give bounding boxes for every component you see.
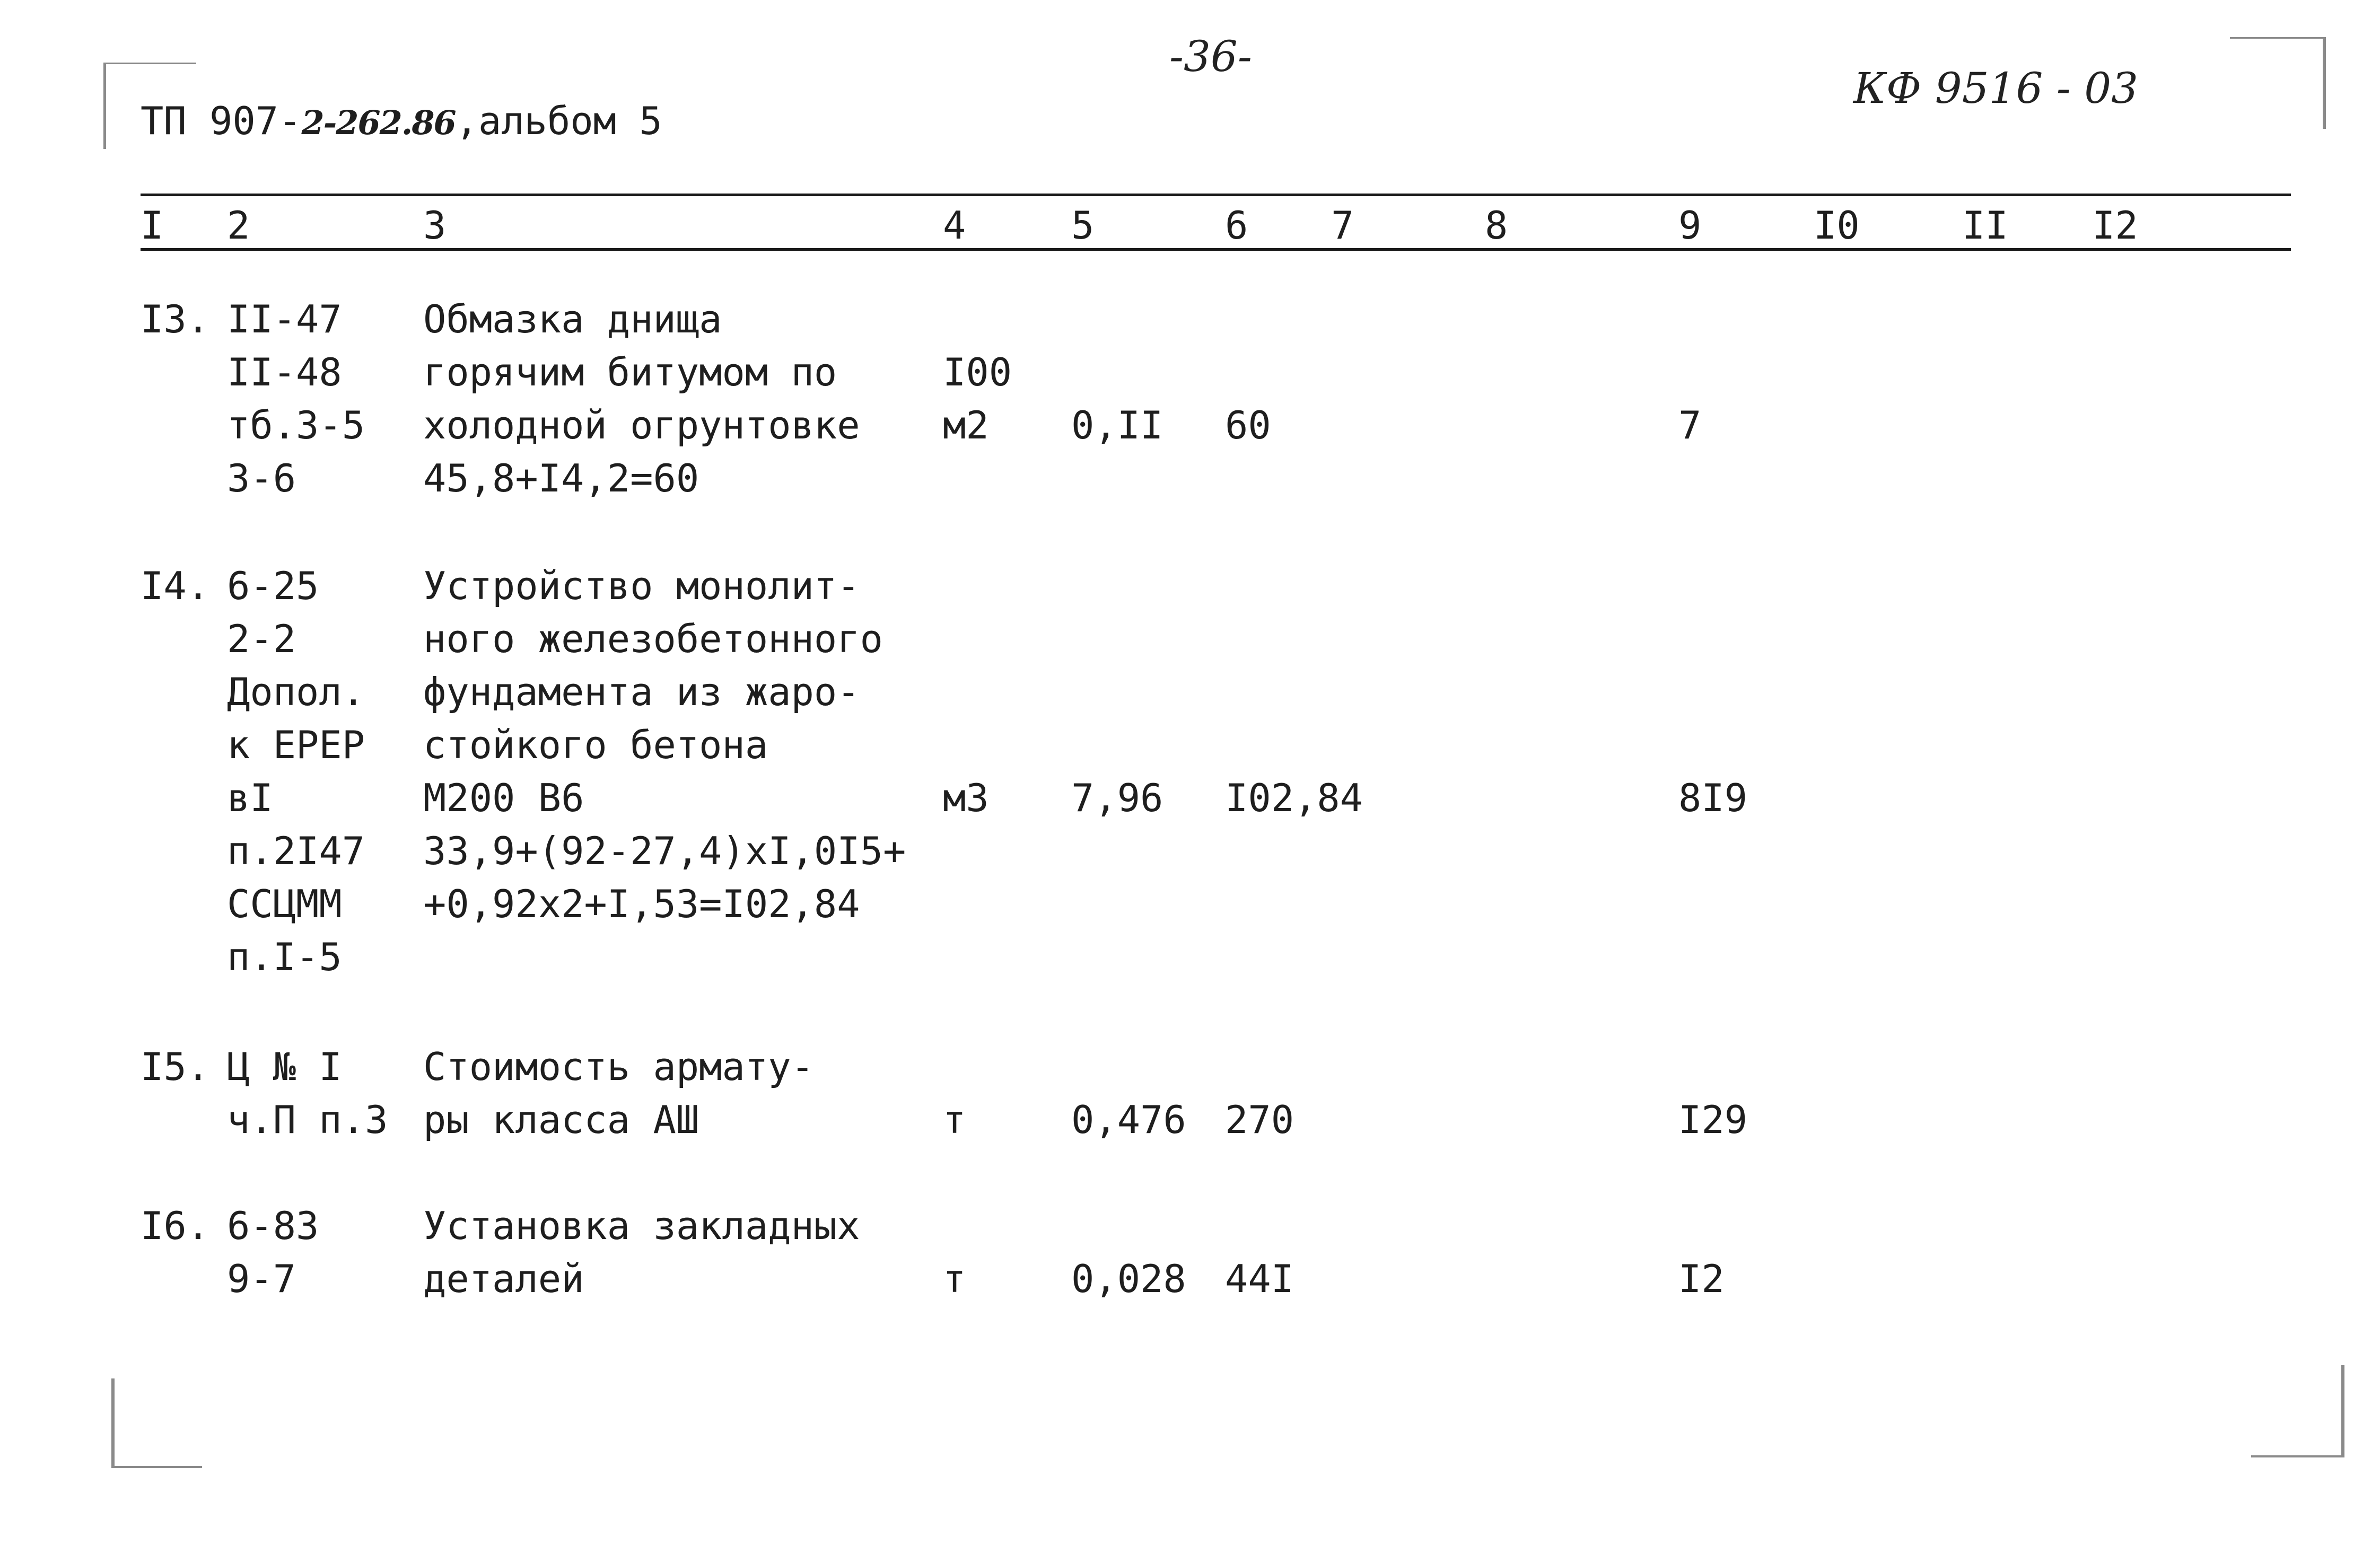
unit (943, 293, 1012, 505)
quantity-line (1071, 877, 1163, 930)
total-cost-line (1678, 824, 1747, 877)
column-header-5: 5 (1071, 203, 1095, 248)
quantity (1071, 293, 1163, 505)
column-header-7: 7 (1331, 203, 1354, 248)
norm-code-line: II-48 (227, 350, 342, 394)
description-line: 33,9+(92-27,4)хI,0I5+ (423, 829, 906, 873)
unit-cost (1225, 1199, 1294, 1305)
quantity (1071, 1040, 1186, 1146)
total-cost-line (1678, 1199, 1725, 1252)
project-handwritten-number: 2-262.86 (301, 103, 456, 142)
column-header-1: I (141, 203, 164, 248)
unit-line (943, 665, 989, 718)
total-cost-line (1678, 452, 1701, 505)
total-cost-line: 7 (1678, 403, 1702, 447)
norm-code (227, 1199, 319, 1305)
unit-cost-line (1225, 1199, 1294, 1252)
description-line: стойкого бетона (423, 723, 768, 767)
total-cost-line (1678, 293, 1701, 346)
unit-line (943, 930, 989, 983)
row-number: I3. (141, 297, 210, 341)
quantity-line (1071, 665, 1163, 718)
unit-cost-line (1225, 824, 1363, 877)
quantity (1071, 559, 1163, 983)
album-label: ,альбом 5 (455, 99, 662, 143)
quantity-line (1071, 293, 1163, 346)
work-description (423, 1199, 860, 1305)
unit-line: т (943, 1097, 966, 1142)
total-cost-line: I29 (1678, 1097, 1748, 1142)
unit-line (943, 293, 1012, 346)
column-header-4: 4 (943, 203, 966, 248)
work-description (423, 1040, 814, 1146)
unit-line (943, 718, 989, 771)
description-line: Устройство монолит- (423, 564, 860, 608)
unit-cost-line (1225, 452, 1271, 505)
norm-code-line: 9-7 (227, 1257, 296, 1301)
norm-code-line: II-47 (227, 297, 342, 341)
unit-line: т (943, 1257, 966, 1301)
row-number: I4. (141, 564, 210, 608)
quantity-line (1071, 612, 1163, 665)
unit-line (943, 452, 1012, 505)
page-number: -36- (1169, 32, 1252, 81)
document-code-handwritten: КФ 9516 - 03 (1853, 64, 2139, 113)
norm-code-line: п.2I47 (227, 829, 365, 873)
quantity-line: 0,476 (1071, 1097, 1186, 1142)
unit-line (943, 612, 989, 665)
unit-line: м3 (943, 776, 989, 820)
quantity-line (1071, 824, 1163, 877)
total-cost (1678, 559, 1747, 983)
unit-cost-line (1225, 718, 1363, 771)
unit-cost-line (1225, 346, 1271, 399)
description-line: Обмазка днища (423, 297, 722, 341)
corner-mark-bottom-right (2251, 1365, 2344, 1457)
description-line: ры класса АШ (423, 1097, 699, 1142)
norm-code-line: вI (227, 776, 273, 820)
unit-cost-line (1225, 930, 1363, 983)
unit-cost-line: 60 (1225, 403, 1271, 447)
column-header-6: 6 (1225, 203, 1248, 248)
work-description (423, 293, 860, 505)
quantity-line (1071, 930, 1163, 983)
unit-cost-line: I02,84 (1225, 776, 1363, 820)
unit (943, 1199, 966, 1305)
description-line: Стоимость армату- (423, 1044, 814, 1089)
project-reference (141, 94, 662, 150)
norm-code-line: к ЕРЕР (227, 723, 365, 767)
total-cost-line (1678, 665, 1747, 718)
norm-code-line: Ц № I (227, 1044, 342, 1089)
description-line (423, 930, 906, 983)
norm-code-line: ССЦММ (227, 882, 342, 926)
norm-code-line: ч.П п.3 (227, 1097, 388, 1142)
total-cost (1678, 1199, 1725, 1305)
total-cost-line (1678, 346, 1701, 399)
norm-code-line: 3-6 (227, 456, 296, 500)
norm-code (227, 559, 365, 983)
unit-cost-line (1225, 1040, 1294, 1093)
description-line: +0,92х2+I,53=I02,84 (423, 882, 860, 926)
unit-line (943, 559, 989, 612)
norm-code-line: 2-2 (227, 617, 296, 661)
quantity-line: 7,96 (1071, 776, 1163, 820)
corner-mark-top-right (2230, 37, 2326, 129)
norm-code-line: 6-25 (227, 564, 319, 608)
description-line: горячим битумом по (423, 350, 837, 394)
unit-cost (1225, 1040, 1294, 1146)
unit-cost-line (1225, 293, 1271, 346)
column-header-9: 9 (1678, 203, 1702, 248)
total-cost-line (1678, 612, 1747, 665)
column-header-8: 8 (1485, 203, 1508, 248)
total-cost (1678, 1040, 1747, 1146)
quantity (1071, 1199, 1186, 1305)
unit-line (943, 877, 989, 930)
unit-line (943, 824, 989, 877)
unit (943, 559, 989, 983)
norm-code-line: п.I-5 (227, 935, 342, 979)
quantity-line (1071, 1199, 1186, 1252)
total-cost-line (1678, 559, 1747, 612)
column-header-11: II (1962, 203, 2008, 248)
quantity-line (1071, 452, 1163, 505)
unit-line (943, 1199, 966, 1252)
unit (943, 1040, 966, 1146)
unit-line: м2 (943, 403, 989, 447)
quantity-line (1071, 1040, 1186, 1093)
quantity-line (1071, 346, 1163, 399)
quantity-line (1071, 718, 1163, 771)
total-cost-line (1678, 877, 1747, 930)
description-line: М200 В6 (423, 776, 584, 820)
quantity-line (1071, 559, 1163, 612)
corner-mark-bottom-left (111, 1378, 202, 1468)
column-header-2: 2 (227, 203, 250, 248)
column-header-10: I0 (1814, 203, 1860, 248)
total-cost-line: I2 (1678, 1257, 1725, 1301)
row-number: I6. (141, 1204, 210, 1248)
unit-cost (1225, 293, 1271, 505)
column-header-12: I2 (2092, 203, 2138, 248)
norm-code (227, 293, 365, 505)
description-line: холодной огрунтовке (423, 403, 860, 447)
table-top-rule (141, 194, 2291, 196)
unit-cost (1225, 559, 1363, 983)
total-cost-line (1678, 718, 1747, 771)
norm-code (227, 1040, 388, 1146)
quantity-line: 0,028 (1071, 1257, 1186, 1301)
description-line: деталей (423, 1257, 584, 1301)
total-cost-line (1678, 1040, 1747, 1093)
unit-cost-line (1225, 877, 1363, 930)
unit-line: I00 (943, 350, 1012, 394)
unit-cost-line: 270 (1225, 1097, 1294, 1142)
column-header-3: 3 (423, 203, 447, 248)
row-number: I5. (141, 1044, 210, 1089)
unit-cost-line (1225, 665, 1363, 718)
project-prefix: ТП 907- (141, 99, 302, 143)
description-line: 45,8+I4,2=60 (423, 456, 699, 500)
description-line: фундамента из жаро- (423, 670, 860, 714)
unit-cost-line: 44I (1225, 1257, 1294, 1301)
unit-line (943, 1040, 966, 1093)
quantity-line: 0,II (1071, 403, 1163, 447)
norm-code-line: Допол. (227, 670, 365, 714)
description-line: ного железобетонного (423, 617, 883, 661)
total-cost-line: 8I9 (1678, 776, 1748, 820)
unit-cost-line (1225, 612, 1363, 665)
total-cost-line (1678, 930, 1747, 983)
description-line: Установка закладных (423, 1204, 860, 1248)
work-description (423, 559, 906, 983)
total-cost (1678, 293, 1701, 505)
norm-code-line: тб.3-5 (227, 403, 365, 447)
norm-code-line: 6-83 (227, 1204, 319, 1248)
unit-cost-line (1225, 559, 1363, 612)
